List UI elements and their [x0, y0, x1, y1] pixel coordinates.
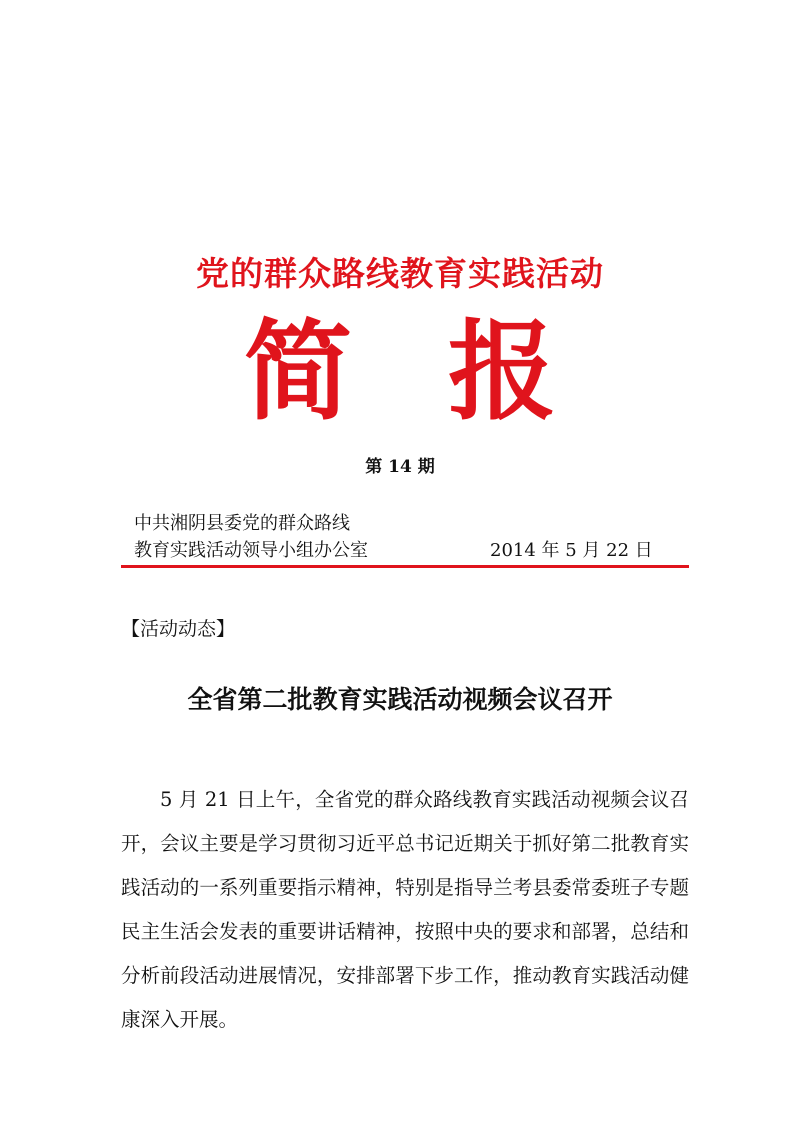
article-headline: 全省第二批教育实践活动视频会议召开 [187, 685, 613, 714]
header-divider [121, 565, 689, 568]
issue-number: 第 14 期 [365, 457, 435, 477]
section-label: 【活动动态】 [121, 618, 236, 640]
article-body [121, 778, 689, 1042]
masthead-title: 简报 [243, 309, 652, 435]
publisher-line-1: 中共湘阴县委党的群众路线 [134, 513, 350, 534]
publisher-line-2: 教育实践活动领导小组办公室 [134, 540, 368, 561]
banner-title: 党的群众路线教育实践活动 [196, 254, 604, 293]
article-paragraph: 5 月 21 日上午，全省党的群众路线教育实践活动视频会议召开，会议主要是学习贯彻习近平总书记近期关于抓好第二批教育实践活动的一系列重要指示精神，特别是指导兰考县委常委班子专题民主生活会发表的重要讲话精神，按照中央的要求和部署，总结和分析前段活动进展情况，安排部署下步工作，推动教育实践活动健康深入开展。 [121, 788, 689, 1031]
publish-date: 2014 年 5 月 22 日 [490, 540, 653, 561]
